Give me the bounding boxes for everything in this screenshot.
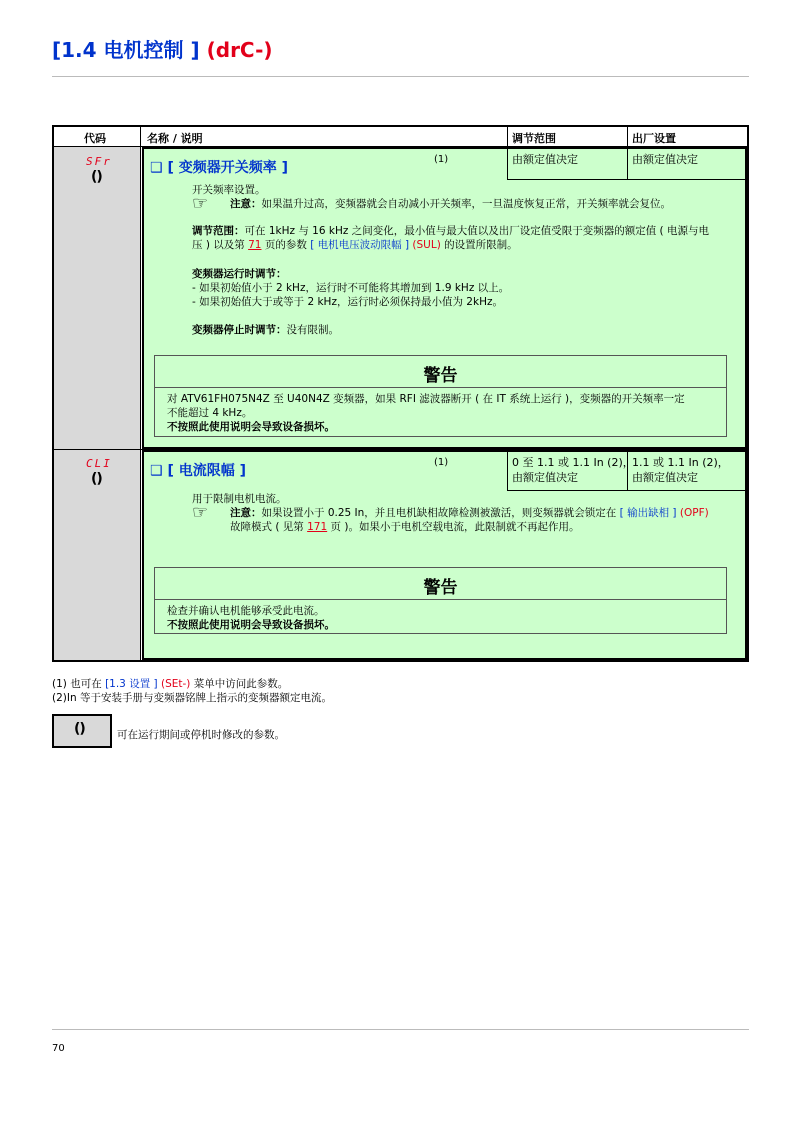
- param-code-cli: CLI: [86, 457, 112, 470]
- param-description: 用于限制电机电流。: [192, 493, 287, 505]
- warning-divider: [155, 599, 726, 600]
- stopped-adjustment: 变频器停止时调节：没有限制。: [192, 324, 339, 336]
- param-title-sfr: ❑ [ 变频器开关频率 ]: [150, 160, 288, 176]
- column-divider: [507, 452, 508, 490]
- cell-underline: [507, 179, 745, 180]
- header-divider: [52, 76, 749, 77]
- column-divider: [507, 149, 508, 179]
- param-note: 注意：如果温升过高，变频器就会自动减小开关频率，一旦温度恢复正常，开关频率就会复位。: [230, 198, 671, 210]
- menu-title: [1.4 电机控制 ]: [52, 38, 200, 62]
- column-divider: [627, 127, 628, 146]
- column-divider: [627, 149, 628, 179]
- footnote-ref: (1): [434, 154, 449, 165]
- range-value-cli: 0 至 1.1 或 1.1 In (2)， 由额定值决定: [512, 456, 634, 484]
- page-title: [52, 34, 273, 63]
- default-value-cli: 1.1 或 1.1 In (2)， 由额定值决定: [632, 456, 729, 484]
- col-default-header: 出厂设置: [632, 132, 676, 145]
- page-link-171[interactable]: 171: [307, 521, 328, 533]
- col-code-header: 代码: [84, 132, 106, 145]
- col-name-header: 名称 / 说明: [147, 132, 203, 145]
- checkbox-icon: ❑: [150, 463, 163, 479]
- table-header: [54, 127, 747, 147]
- run-modify-icon: (): [74, 721, 85, 737]
- parameter-table: [52, 125, 749, 662]
- pointing-hand-icon: ☞: [192, 193, 209, 214]
- pointing-hand-icon: ☞: [192, 502, 209, 523]
- range-value-sfr: 由额定值决定: [512, 153, 578, 166]
- warning-box: [154, 567, 727, 634]
- menu-ref-settings[interactable]: [1.3 设置 ]: [105, 678, 158, 690]
- footnote-1: (1) 也可在 [1.3 设置 ] (SEt-) 菜单中访问此参数。: [52, 678, 289, 690]
- menu-code: (drC-): [206, 38, 273, 62]
- column-divider: [507, 127, 508, 146]
- run-modify-icon: (): [91, 169, 102, 185]
- adjustment-range-text: 调节范围：可在 1kHz 与 16 kHz 之间变化，最小值与最大值以及出厂设定值受限于变频器的额定值 ( 电源与电 压 ) 以及第 71 页的参数 [ 电机电压波动限幅 ] (SUL) 的设置所限制。: [192, 225, 709, 251]
- code-cell-sfr: [54, 147, 140, 449]
- column-divider: [140, 127, 141, 660]
- param-code-sfr: SFr: [86, 155, 112, 168]
- warning-text: 检查并确认电机能够承受此电流。 不按照此使用说明会导致设备损坏。: [167, 605, 335, 631]
- param-code-opf: (OPF): [679, 507, 709, 519]
- col-range-header: 调节范围: [512, 132, 556, 145]
- legend-box: [52, 714, 112, 748]
- param-code-sul: (SUL): [412, 239, 441, 251]
- run-modify-icon: (): [91, 471, 102, 487]
- param-ref-opf[interactable]: [ 输出缺相 ]: [619, 507, 677, 519]
- param-note: 注意：如果设置小于 0.25 In，并且电机缺相故障检测被激活，则变频器就会锁定在 [ 输出缺相 ] (OPF) 故障模式 ( 见第 171 页 )。如果小于电机空载电流，此限制就不再起作用。: [230, 507, 709, 533]
- param-panel-cli: [142, 450, 747, 660]
- param-ref-sul[interactable]: [ 电机电压波动限幅 ]: [310, 239, 410, 251]
- param-title-cli: ❑ [ 电流限幅 ]: [150, 463, 246, 479]
- warning-title: 警告: [423, 366, 458, 386]
- legend-text: 可在运行期间或停机时修改的参数。: [117, 729, 285, 741]
- warning-box: [154, 355, 727, 437]
- default-value-sfr: 由额定值决定: [632, 153, 698, 166]
- param-description: 开关频率设置。: [192, 184, 266, 196]
- menu-code-set: (SEt-): [160, 678, 191, 690]
- footer-divider: [52, 1029, 749, 1030]
- footnote-2: (2)In 等于安装手册与变频器铭牌上指示的变频器额定电流。: [52, 692, 332, 704]
- param-panel-sfr: [142, 147, 747, 449]
- page-number: 70: [52, 1043, 65, 1054]
- footnote-ref: (1): [434, 457, 449, 468]
- warning-text: 对 ATV61FH075N4Z 至 U40N4Z 变频器，如果 RFI 滤波器断开 ( 在 IT 系统上运行 )，变频器的开关频率一定 不能超过 4 kHz。 不按照此使用说明会导致设备损坏。: [167, 393, 685, 433]
- page-link-71[interactable]: 71: [248, 239, 262, 251]
- code-cell-cli: [54, 450, 140, 660]
- cell-underline: [507, 490, 745, 491]
- warning-divider: [155, 387, 726, 388]
- running-adjustment: 变频器运行时调节： - 如果初始值小于 2 kHz，运行时不可能将其增加到 1.9 kHz 以上。 - 如果初始值大于或等于 2 kHz，运行时必须保持最小值为 2kHz。: [192, 268, 510, 308]
- checkbox-icon: ❑: [150, 160, 163, 176]
- warning-title: 警告: [423, 578, 458, 598]
